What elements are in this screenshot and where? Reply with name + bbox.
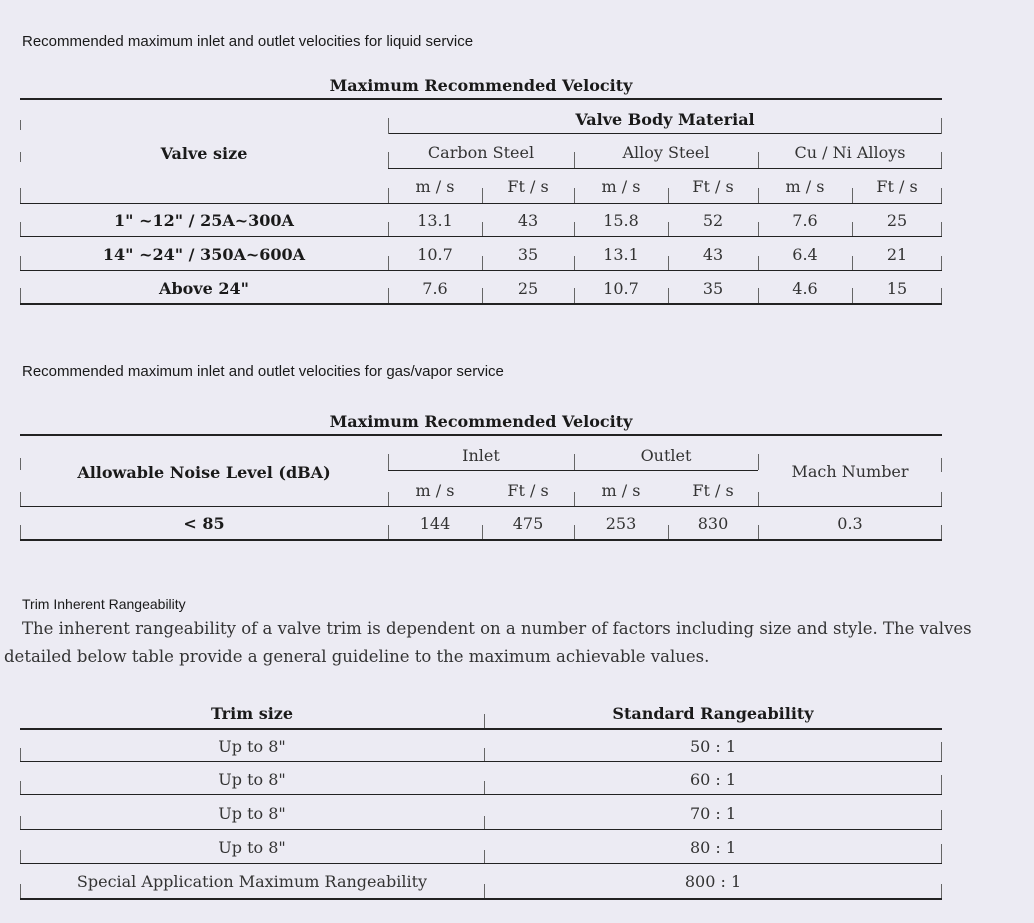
column-tick	[758, 152, 759, 168]
liquid-bottom-rule	[20, 303, 942, 305]
column-tick	[484, 714, 485, 728]
row-valve-size: 14" ~24" / 350A~600A	[102, 245, 306, 264]
units-top-rule	[388, 168, 942, 169]
column-tick	[852, 256, 853, 270]
column-tick	[484, 884, 485, 898]
column-tick	[388, 188, 389, 203]
column-tick	[574, 222, 575, 236]
column-tick	[941, 458, 942, 472]
gas-top-rule	[20, 434, 942, 436]
noise-level-header: Allowable Noise Level (dBA)	[77, 463, 331, 482]
column-tick	[852, 188, 853, 203]
column-tick	[852, 222, 853, 236]
column-tick	[484, 781, 485, 794]
column-tick	[482, 222, 483, 236]
rangeability-cell: 70 : 1	[689, 804, 737, 823]
table-cell: 15.8	[603, 211, 639, 230]
column-tick	[484, 850, 485, 863]
column-tick	[941, 256, 942, 270]
column-tick	[20, 525, 21, 539]
column-tick	[20, 152, 21, 162]
column-tick	[574, 256, 575, 270]
column-tick	[574, 492, 575, 506]
table-cell: 25	[517, 279, 539, 298]
column-tick	[388, 454, 389, 470]
material-header-rule	[388, 133, 942, 134]
trim-size-header: Trim size	[210, 704, 294, 723]
table-cell: 253	[605, 514, 637, 533]
row-rule	[20, 236, 942, 237]
column-tick	[20, 781, 21, 794]
column-tick	[668, 256, 669, 270]
trim-paragraph-line-1: The inherent rangeability of a valve trim is dependent on a number of factors including size and style. The valves	[22, 619, 972, 638]
column-tick	[388, 222, 389, 236]
material-cu-ni-alloys: Cu / Ni Alloys	[794, 143, 906, 162]
column-tick	[852, 288, 853, 303]
column-tick	[941, 222, 942, 236]
rangeability-cell: 80 : 1	[689, 838, 737, 857]
column-tick	[574, 152, 575, 168]
liquid-table-title: Maximum Recommended Velocity	[329, 76, 633, 95]
unit-header: m / s	[785, 177, 825, 196]
liquid-header-bottom-rule	[20, 203, 942, 204]
gas-header-bottom-rule	[20, 506, 942, 507]
inlet-outlet-rule	[388, 470, 758, 471]
column-tick	[388, 152, 389, 168]
column-tick	[388, 256, 389, 270]
column-tick	[668, 288, 669, 303]
unit-header: Ft / s	[692, 177, 734, 196]
column-tick	[388, 288, 389, 303]
gas-bottom-rule	[20, 539, 942, 541]
column-tick	[758, 256, 759, 270]
column-tick	[941, 118, 942, 134]
column-tick	[388, 492, 389, 506]
row-rule	[20, 794, 942, 795]
column-tick	[388, 118, 389, 134]
table-cell: 830	[697, 514, 729, 533]
trim-size-cell: Up to 8"	[218, 737, 286, 756]
column-tick	[20, 492, 21, 506]
liquid-caption: Recommended maximum inlet and outlet velocities for liquid service	[22, 33, 474, 50]
table-cell: 144	[419, 514, 451, 533]
table-cell: 4.6	[792, 279, 818, 298]
mach-number-value: 0.3	[837, 514, 863, 533]
column-tick	[574, 188, 575, 203]
column-tick	[941, 188, 942, 203]
column-tick	[758, 222, 759, 236]
trim-caption: Trim Inherent Rangeability	[22, 596, 186, 612]
column-tick	[482, 525, 483, 539]
material-alloy-steel: Alloy Steel	[622, 143, 710, 162]
table-cell: 10.7	[417, 245, 453, 264]
column-tick	[668, 188, 669, 203]
column-tick	[388, 525, 389, 539]
column-tick	[668, 525, 669, 539]
column-tick	[941, 525, 942, 539]
trim-size-cell: Special Application Maximum Rangeability	[76, 872, 428, 891]
column-tick	[941, 884, 942, 898]
row-rule	[20, 761, 942, 762]
table-cell: 35	[702, 279, 724, 298]
table-cell: 35	[517, 245, 539, 264]
column-tick	[20, 256, 21, 270]
unit-header: Ft / s	[507, 177, 549, 196]
column-tick	[574, 454, 575, 470]
unit-header: m / s	[415, 481, 455, 500]
column-tick	[941, 152, 942, 168]
unit-header: m / s	[601, 177, 641, 196]
column-tick	[941, 288, 942, 303]
column-tick	[758, 492, 759, 506]
row-valve-size: Above 24"	[159, 279, 249, 298]
column-tick	[20, 816, 21, 829]
column-tick	[758, 454, 759, 470]
trim-size-cell: Up to 8"	[218, 804, 286, 823]
column-tick	[20, 850, 21, 863]
material-carbon-steel: Carbon Steel	[427, 143, 535, 162]
column-tick	[758, 288, 759, 303]
standard-rangeability-header: Standard Rangeability	[612, 704, 814, 723]
column-tick	[20, 288, 21, 303]
table-cell: 10.7	[603, 279, 639, 298]
column-tick	[484, 816, 485, 829]
column-tick	[482, 188, 483, 203]
column-tick	[574, 288, 575, 303]
table-cell: 43	[702, 245, 724, 264]
table-cell: 21	[886, 245, 908, 264]
valve-body-material-header: Valve Body Material	[575, 110, 755, 129]
row-valve-size: 1" ~12" / 25A~300A	[114, 211, 294, 230]
unit-header: Ft / s	[876, 177, 918, 196]
rangeability-cell: 60 : 1	[689, 770, 737, 789]
rangeability-cell: 50 : 1	[689, 737, 737, 756]
outlet-header: Outlet	[640, 446, 692, 465]
column-tick	[482, 288, 483, 303]
gas-caption: Recommended maximum inlet and outlet velocities for gas/vapor service	[22, 363, 504, 380]
column-tick	[20, 222, 21, 236]
valve-size-header: Valve size	[160, 144, 248, 163]
rangeability-cell: 800 : 1	[684, 872, 742, 891]
column-tick	[20, 188, 21, 203]
table-cell: 52	[702, 211, 724, 230]
row-rule	[20, 863, 942, 864]
trim-header-rule	[20, 728, 942, 730]
noise-level-value: < 85	[183, 514, 225, 533]
column-tick	[20, 884, 21, 898]
table-cell: 43	[517, 211, 539, 230]
trim-paragraph-line-2: detailed below table provide a general guideline to the maximum achievable values.	[4, 647, 710, 666]
table-cell: 6.4	[792, 245, 818, 264]
trim-size-cell: Up to 8"	[218, 770, 286, 789]
unit-header: Ft / s	[507, 481, 549, 500]
mach-number-header: Mach Number	[791, 462, 909, 481]
table-cell: 7.6	[422, 279, 448, 298]
column-tick	[758, 525, 759, 539]
table-cell: 13.1	[417, 211, 453, 230]
trim-size-cell: Up to 8"	[218, 838, 286, 857]
column-tick	[941, 775, 942, 794]
unit-header: m / s	[415, 177, 455, 196]
column-tick	[484, 748, 485, 761]
row-rule	[20, 829, 942, 830]
column-tick	[20, 748, 21, 761]
table-cell: 25	[886, 211, 908, 230]
column-tick	[482, 256, 483, 270]
column-tick	[20, 120, 21, 130]
unit-header: Ft / s	[692, 481, 734, 500]
liquid-top-rule	[20, 98, 942, 100]
table-cell: 15	[886, 279, 908, 298]
column-tick	[941, 844, 942, 863]
inlet-header: Inlet	[462, 446, 500, 465]
table-cell: 475	[512, 514, 544, 533]
column-tick	[574, 525, 575, 539]
row-rule	[20, 270, 942, 271]
unit-header: m / s	[601, 481, 641, 500]
column-tick	[941, 810, 942, 829]
column-tick	[758, 188, 759, 203]
table-cell: 7.6	[792, 211, 818, 230]
column-tick	[941, 492, 942, 506]
column-tick	[941, 742, 942, 761]
table-cell: 13.1	[603, 245, 639, 264]
trim-bottom-rule	[20, 898, 942, 900]
gas-table-title: Maximum Recommended Velocity	[329, 412, 633, 431]
column-tick	[668, 222, 669, 236]
column-tick	[20, 458, 21, 470]
